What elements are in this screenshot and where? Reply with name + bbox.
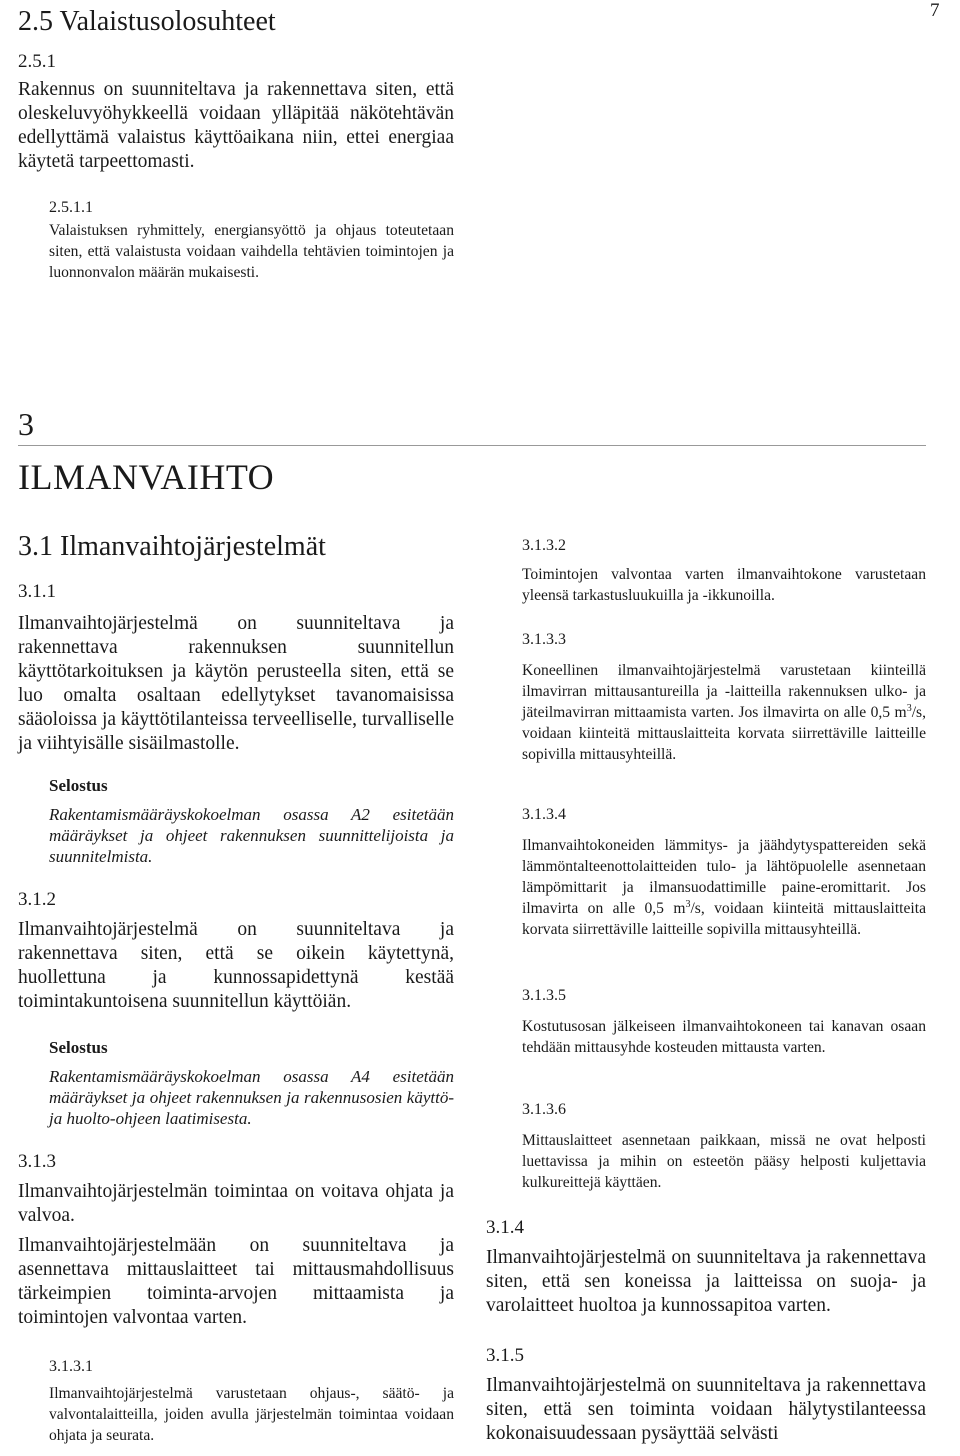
body-paragraph: Ilmanvaihtojärjestelmään on suunniteltava ja asennettava mittauslaitteet tai mittausmahdollisuus tärkeimpien toiminta-arvojen mittaamista ja toimintojen valvontaa varten. xyxy=(18,1235,454,1328)
section-number: 3.1.3.4 xyxy=(522,806,566,823)
section-2-5-1-1 xyxy=(49,198,454,283)
section-number: 2.5.1 xyxy=(18,51,56,72)
body-paragraph: Kostutusosan jälkeiseen ilmanvaihtokoneen tai kanavan osaan tehdään mittausyhde kosteuden mittausta varten. xyxy=(522,1018,926,1056)
text-fragment: Ilmanvaihtokoneiden lämmitys- ja jäähdytyspattereiden sekä lämmöntalteenottolaitteiden tulo- ja lähtöpuolelle asennetaan lämpömittarit ja ilmansuodattimille paine-eromittarit. Jos ilmavirta on alle 0,5 m xyxy=(522,837,926,917)
section-3-1-5 xyxy=(486,1344,926,1446)
note-title: Selostus xyxy=(49,1038,108,1057)
section-number: 3.1.5 xyxy=(486,1345,524,1366)
chapter-number: 3 xyxy=(18,406,34,442)
body-paragraph: Ilmanvaihtojärjestelmä on suunniteltava ja rakennettava rakennuksen suunnitellun käyttötarkoituksen ja käytön perusteella siten, että se luo omalta osaltaan edellytykset tavanomaisissa sääoloissa ja käyttötilanteissa terveelliselle, turvalliselle ja viihtyisälle sisäilmastolle. xyxy=(18,613,454,754)
section-3-1-3-6 xyxy=(522,1100,926,1193)
section-number: 3.1.3.5 xyxy=(522,987,566,1004)
text-fragment: /s, voidaan kiinteitä mittauslaitteita korvata siirrettäville laitteille sopivilla mittausyhteillä. xyxy=(522,900,926,938)
section-number: 3.1.3.1 xyxy=(49,1358,93,1375)
section-number: 3.1.2 xyxy=(18,889,56,910)
section-3-1-1 xyxy=(18,580,454,756)
section-3-1-heading: 3.1 Ilmanvaihtojärjestelmät xyxy=(18,531,326,562)
body-paragraph: Mittauslaitteet asennetaan paikkaan, missä ne ovat helposti luettavissa ja mihin on esteetön pääsy helposti kuljettavia kulkureittejä käyttäen. xyxy=(522,1132,926,1191)
chapter-divider xyxy=(18,445,926,446)
note-1 xyxy=(49,775,454,867)
superscript: 3 xyxy=(906,703,912,714)
note-title: Selostus xyxy=(49,776,108,795)
section-number: 3.1.4 xyxy=(486,1217,524,1238)
section-2-5-heading: 2.5 Valaistusolosuhteet xyxy=(18,6,276,37)
section-3-1-2 xyxy=(18,888,454,1014)
section-3-1-3-5 xyxy=(522,986,926,1058)
section-number: 3.1.3 xyxy=(18,1151,56,1172)
section-3-1-3-3 xyxy=(522,630,926,765)
section-3-1-3-2 xyxy=(522,536,926,606)
body-paragraph: Toimintojen valvontaa varten ilmanvaihtokone varustetaan yleensä tarkastusluukuilla ja -ikkunoilla. xyxy=(522,566,926,604)
section-3-1-3-4 xyxy=(522,805,926,940)
superscript: 3 xyxy=(685,899,691,910)
section-number: 3.1.3.2 xyxy=(522,537,566,554)
section-number: 3.1.3.3 xyxy=(522,631,566,648)
body-paragraph: Ilmanvaihtojärjestelmän toimintaa on voitava ohjata ja valvoa. xyxy=(18,1181,454,1226)
body-paragraph: Ilmanvaihtojärjestelmä on suunniteltava ja rakennettava siten, että se oikein käytettynä, huollettuna ja kunnossapidettynä kestää toimintakuntoisena suunnitellun käyttöiän. xyxy=(18,919,454,1012)
section-3-1-3-1 xyxy=(49,1357,454,1446)
section-number: 2.5.1.1 xyxy=(49,199,93,216)
body-paragraph xyxy=(522,835,926,940)
text-fragment: Koneellinen ilmanvaihtojärjestelmä varustetaan kiinteillä ilmavirran mittausantureilla ja -laitteilla rakennuksen ulko- ja jäteilmavirran mittaamista varten. Jos ilmavirta on alle 0,5 m xyxy=(522,662,926,721)
chapter-title: ILMANVAIHTO xyxy=(18,457,275,497)
page-number: 7 xyxy=(930,0,940,21)
body-paragraph: Ilmanvaihtojärjestelmä on suunniteltava ja rakennettava siten, että sen koneissa ja laitteissa on suoja- ja varolaitteet huoltoa ja kunnossapitoa varten. xyxy=(486,1247,926,1316)
note-text: Rakentamismääräyskokoelman osassa A4 esitetään määräykset ja ohjeet rakennuksen ja rakennusosien käyttö- ja huolto-ohjeen laatimisesta. xyxy=(49,1067,454,1128)
body-paragraph: Valaistuksen ryhmittely, energiansyöttö ja ohjaus toteutetaan siten, että valaistusta voidaan vaihdella tehtävien toimintojen ja luonnonvalon määrän mukaisesti. xyxy=(49,222,454,281)
body-paragraph: Rakennus on suunniteltava ja rakennettava siten, että oleskeluvyöhykkeellä voidaan ylläpitää näkötehtävän edellyttämä valaistus käyttöaikana niin, ettei energiaa käytetä tarpeettomasti. xyxy=(18,79,454,172)
body-paragraph xyxy=(522,660,926,765)
note-2 xyxy=(49,1037,454,1129)
section-3-1-4 xyxy=(486,1216,926,1318)
body-paragraph: Ilmanvaihtojärjestelmä on suunniteltava ja rakennettava siten, että sen toiminta voidaan hälytystilanteessa kokonaisuudessaan pysäyttää selvästi xyxy=(486,1375,926,1444)
section-number: 3.1.3.6 xyxy=(522,1101,566,1118)
body-paragraph: Ilmanvaihtojärjestelmä varustetaan ohjaus-, säätö- ja valvontalaitteilla, joiden avulla järjestelmän toimintaa voidaan ohjata ja seurata. xyxy=(49,1385,454,1444)
text-fragment: /s, voidaan kiinteitä mittauslaitteita korvata siirrettäville laitteille sopivilla mittausyhteillä. xyxy=(522,704,926,763)
section-number: 3.1.1 xyxy=(18,581,56,602)
section-2-5-1 xyxy=(18,50,454,174)
section-3-1-3 xyxy=(18,1150,454,1330)
note-text: Rakentamismääräyskokoelman osassa A2 esitetään määräykset ja ohjeet rakennuksen suunnittelijoista ja suunnitelmista. xyxy=(49,805,454,866)
